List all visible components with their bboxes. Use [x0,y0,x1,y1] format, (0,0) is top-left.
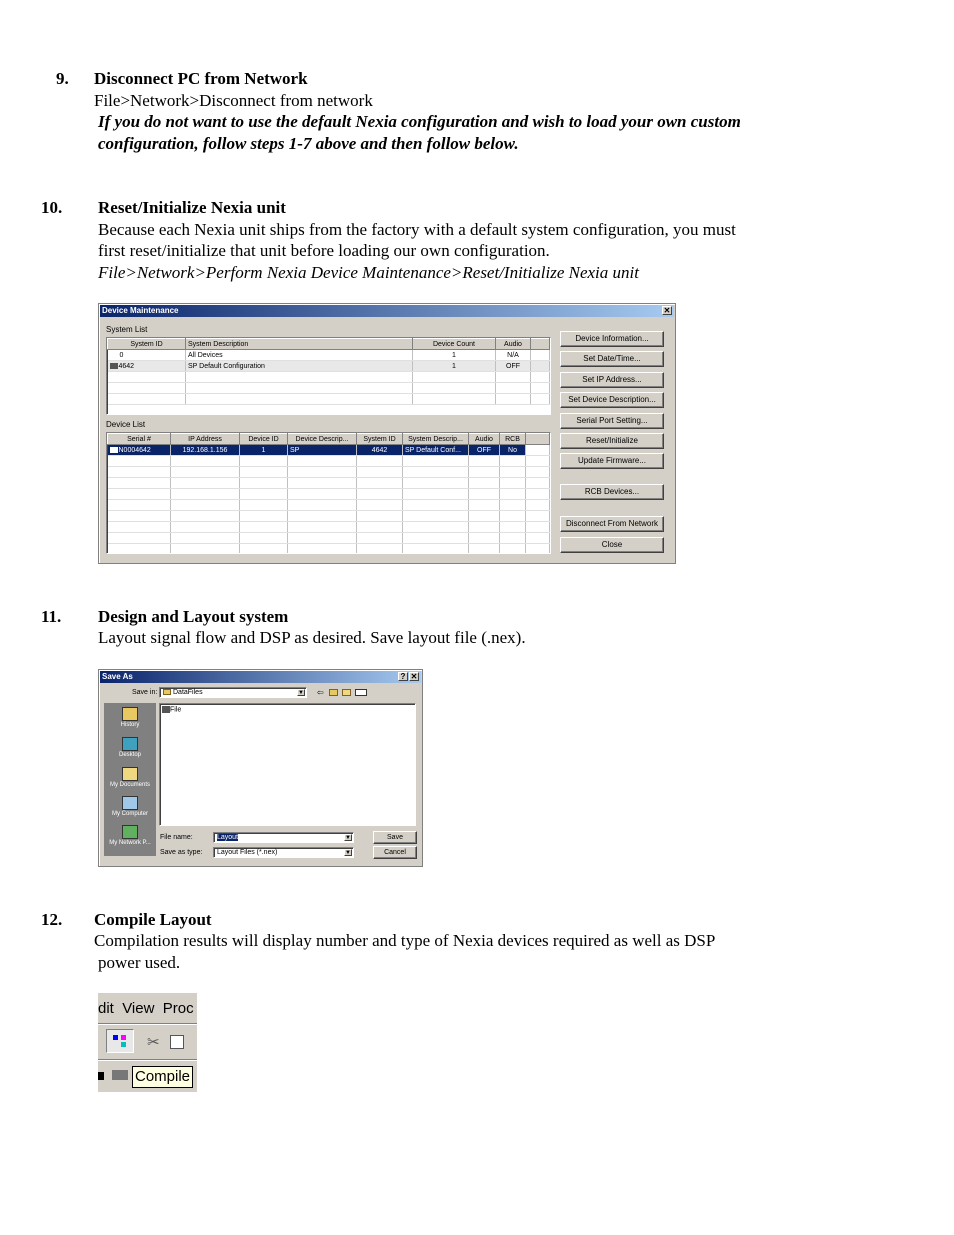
table-row[interactable] [108,445,550,456]
section-11-title: Design and Layout system [98,607,289,626]
desktop-icon [122,737,138,751]
view-menu-icon[interactable] [355,689,367,696]
device-cell: N0004642 [118,446,151,454]
section-12-title: Compile Layout [94,910,212,929]
computer-icon [110,447,118,453]
compile-icon[interactable] [112,1070,128,1080]
computer-icon [110,363,118,369]
chevron-down-icon[interactable]: ▼ [345,850,351,856]
section-9-number: 9. [56,69,69,88]
system-cell: 4642 [118,362,135,370]
device-header-system-id[interactable]: System ID [357,434,403,445]
places-bar [104,703,156,856]
places-label: Desktop [118,752,141,758]
save-as-type-label: Save as type: [160,849,203,856]
places-label: My Documents [109,782,150,788]
device-list-label: Device List [106,420,146,429]
new-folder-icon[interactable] [342,689,351,696]
section-12-number: 12. [41,910,63,929]
file-item-label: File [170,706,182,714]
system-cell: 1 [413,361,496,372]
menu-edit[interactable]: dit [98,1000,114,1017]
section-9-path: File>Network>Disconnect from network [94,91,373,110]
help-icon[interactable]: ? [398,672,408,681]
device-cell: SP [288,445,357,456]
compile-toolbar-image [98,993,197,1092]
device-list-table[interactable] [106,432,551,554]
documents-folder-icon [122,767,138,781]
section-9-note-line2: configuration, follow steps 1-7 above and then follow below. [98,134,519,153]
places-my-network[interactable] [105,825,155,846]
section-9-title: Disconnect PC from Network [94,69,308,88]
file-name-value: Layout [217,834,239,841]
back-icon[interactable]: ⇦ [317,688,324,697]
section-10-title: Reset/Initialize Nexia unit [98,198,286,217]
menu-view[interactable]: View [122,1000,155,1017]
set-date-time-button[interactable]: Set Date/Time... [560,351,664,367]
places-history[interactable] [105,707,155,728]
section-11-number: 11. [41,607,62,626]
save-in-label: Save in: [132,689,158,696]
compile-tooltip: Compile [132,1066,193,1088]
device-header-rcb[interactable]: RCB [500,434,526,445]
section-10-path: File>Network>Perform Nexia Device Maintenance>Reset/Initialize Nexia unit [98,263,639,282]
save-as-type-select[interactable] [213,847,354,858]
update-firmware-button[interactable]: Update Firmware... [560,453,664,469]
system-list-label: System List [106,325,148,334]
layout-tool-button[interactable] [106,1029,134,1053]
file-name-label: File name: [160,834,193,841]
device-cell: 1 [240,445,288,456]
up-folder-icon[interactable] [329,689,338,696]
table-row[interactable] [108,350,550,361]
network-icon [122,825,138,839]
section-10-body-line2: first reset/initialize that unit before loading our own configuration. [98,241,550,260]
places-desktop[interactable] [105,737,155,758]
device-cell: OFF [469,445,500,456]
save-button[interactable]: Save [373,831,417,844]
device-cell: No [500,445,526,456]
device-cell: 192.168.1.156 [171,445,240,456]
cancel-button[interactable]: Cancel [373,846,417,859]
device-information-button[interactable]: Device Information... [560,331,664,347]
section-11-body: Layout signal flow and DSP as desired. Save layout file (.nex). [98,628,526,647]
table-row[interactable] [108,361,550,372]
cut-icon[interactable]: ✂ [147,1034,160,1051]
save-as-dialog [98,669,423,867]
set-ip-address-button[interactable]: Set IP Address... [560,372,664,388]
device-maintenance-titlebar [100,305,674,317]
system-cell: All Devices [186,350,413,361]
system-cell: N/A [496,350,531,361]
device-maintenance-window [98,303,676,564]
file-icon [162,706,170,713]
system-cell: SP Default Configuration [186,361,413,372]
places-label: My Computer [111,811,148,817]
save-as-titlebar [100,671,421,683]
device-header-ip[interactable]: IP Address [171,434,240,445]
system-header-id[interactable]: System ID [108,339,186,350]
device-header-serial[interactable]: Serial # [108,434,171,445]
close-icon[interactable]: ✕ [410,672,418,681]
serial-port-setting-button[interactable]: Serial Port Setting... [560,413,664,429]
system-header-description[interactable]: System Description [186,339,413,350]
save-in-select[interactable] [159,687,307,698]
set-device-description-button[interactable]: Set Device Description... [560,392,664,408]
history-icon [122,707,138,721]
save-as-type-value: Layout Files (*.nex) [217,849,278,856]
system-cell: 1 [413,350,496,361]
device-header-device-id[interactable]: Device ID [240,434,288,445]
section-10-body-line1: Because each Nexia unit ships from the factory with a default system configuration, you must [98,220,736,239]
section-9-note-line1: If you do not want to use the default Nexia configuration and wish to load your own custom [98,112,741,131]
system-cell: OFF [496,361,531,372]
device-maintenance-title: Device Maintenance [102,306,179,315]
chevron-down-icon[interactable]: ▼ [345,835,351,841]
section-12-body-line2: power used. [98,953,181,972]
reset-initialize-button[interactable]: Reset/Initialize [560,433,664,449]
layout-icon [113,1035,118,1040]
section-12-body-line1: Compilation results will display number and type of Nexia devices required as well as DSP [94,931,716,950]
save-in-value: DataFiles [173,689,203,696]
chevron-down-icon[interactable]: ▼ [298,690,304,696]
menu-process[interactable]: Proc [162,1000,194,1017]
device-header-system-description[interactable]: System Descrip... [403,434,469,445]
device-cell: 4642 [357,445,403,456]
section-10-number: 10. [41,198,63,217]
copy-icon[interactable] [170,1035,184,1049]
system-list-table[interactable] [106,337,551,415]
disconnect-from-network-button[interactable]: Disconnect From Network [560,516,664,532]
system-header-device-count[interactable]: Device Count [413,339,496,350]
device-header-device-description[interactable]: Device Descrip... [288,434,357,445]
list-item[interactable] [162,706,181,713]
rcb-devices-button[interactable]: RCB Devices... [560,484,664,500]
folder-icon [163,689,171,695]
system-header-audio[interactable]: Audio [496,339,531,350]
system-cell: 0 [108,350,186,361]
file-list[interactable] [159,703,416,826]
places-label: History [120,722,140,728]
places-my-computer[interactable] [105,796,155,817]
toolbar-edge-icon [98,1072,104,1080]
file-name-field[interactable] [213,832,354,843]
close-button[interactable]: Close [560,537,664,553]
close-icon[interactable]: ✕ [663,306,671,315]
places-label: My Network P... [109,840,151,846]
computer-icon [122,796,138,810]
places-my-documents[interactable] [105,767,155,788]
save-as-title: Save As [102,672,133,681]
device-header-audio[interactable]: Audio [469,434,500,445]
device-cell: SP Default Conf... [403,445,469,456]
